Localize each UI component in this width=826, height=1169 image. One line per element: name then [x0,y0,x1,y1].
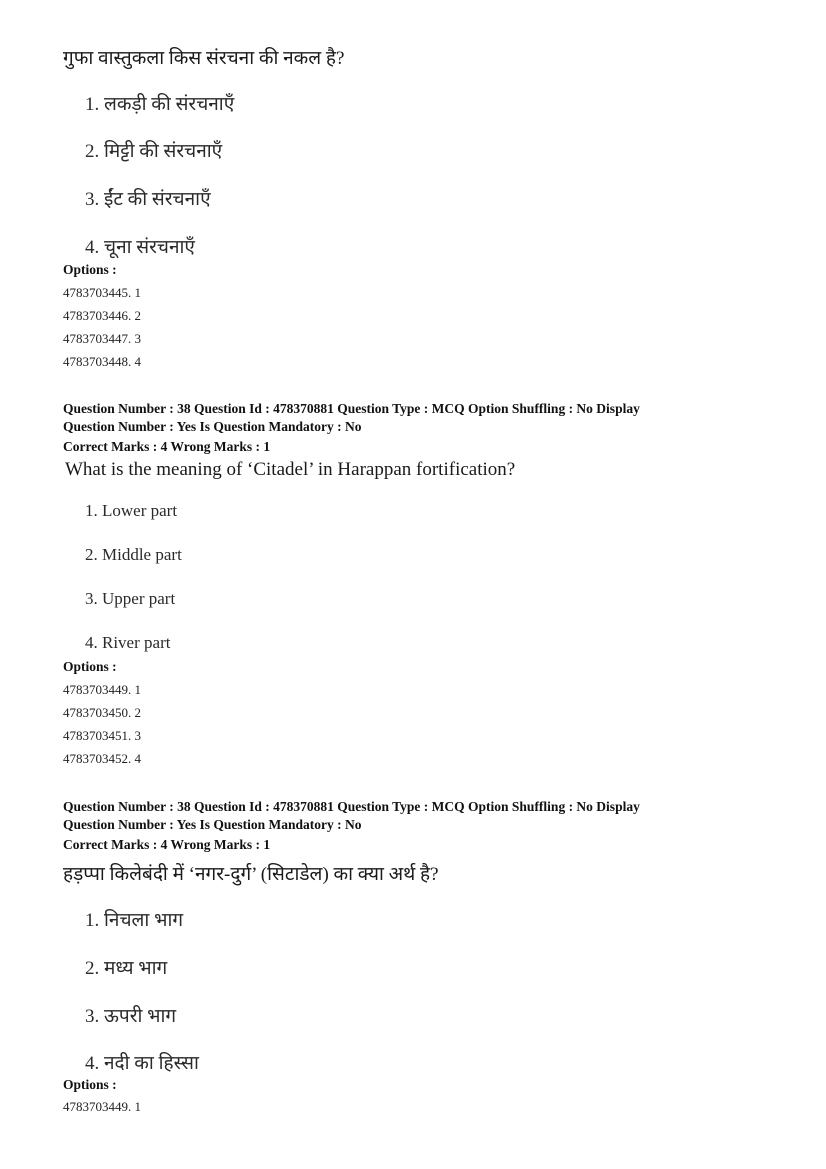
option-id: 4783703447. 3 [63,331,141,346]
answer-choice: 2. मिट्टी की संरचनाएँ [85,141,223,162]
answer-choice: 2. Middle part [85,545,182,564]
options-label: Options : [63,262,117,277]
answer-choice: 3. ऊपरी भाग [85,1006,177,1027]
marks-line: Correct Marks : 4 Wrong Marks : 1 [63,837,271,852]
option-id: 4783703449. 1 [63,682,141,697]
question-meta-line: Question Number : Yes Is Question Mandatory : No [63,817,362,832]
marks-line: Correct Marks : 4 Wrong Marks : 1 [63,439,271,454]
answer-choice: 2. मध्य भाग [85,958,168,979]
options-label: Options : [63,659,117,674]
answer-choice: 1. लकड़ी की संरचनाएँ [85,94,235,115]
question-meta-line: Question Number : 38 Question Id : 478370881 Question Type : MCQ Option Shuffling : No Display [63,799,640,814]
question-text: What is the meaning of ‘Citadel’ in Harappan fortification? [65,459,516,480]
option-id: 4783703451. 3 [63,728,141,743]
question-text: गुफा वास्तुकला किस संरचना की नकल है? [63,48,345,69]
answer-choice: 1. निचला भाग [85,910,184,931]
option-id: 4783703450. 2 [63,705,141,720]
options-label: Options : [63,1077,117,1092]
option-id: 4783703449. 1 [63,1099,141,1114]
option-id: 4783703446. 2 [63,308,141,323]
option-id: 4783703445. 1 [63,285,141,300]
answer-choice: 3. Upper part [85,589,176,608]
question-text: हड़प्पा किलेबंदी में ‘नगर-दुर्ग’ (सिटाडेल) का क्या अर्थ है? [63,864,439,885]
answer-choice: 1. Lower part [85,501,178,520]
option-id: 4783703452. 4 [63,751,141,766]
option-id: 4783703448. 4 [63,354,141,369]
answer-choice: 4. चूना संरचनाएँ [85,237,195,258]
question-meta-line: Question Number : Yes Is Question Mandatory : No [63,419,362,434]
answer-choice: 4. River part [85,633,171,652]
question-meta-line: Question Number : 38 Question Id : 478370881 Question Type : MCQ Option Shuffling : No Display [63,401,640,416]
answer-choice: 3. ईंट की संरचनाएँ [85,189,211,210]
answer-choice: 4. नदी का हिस्सा [85,1053,199,1074]
